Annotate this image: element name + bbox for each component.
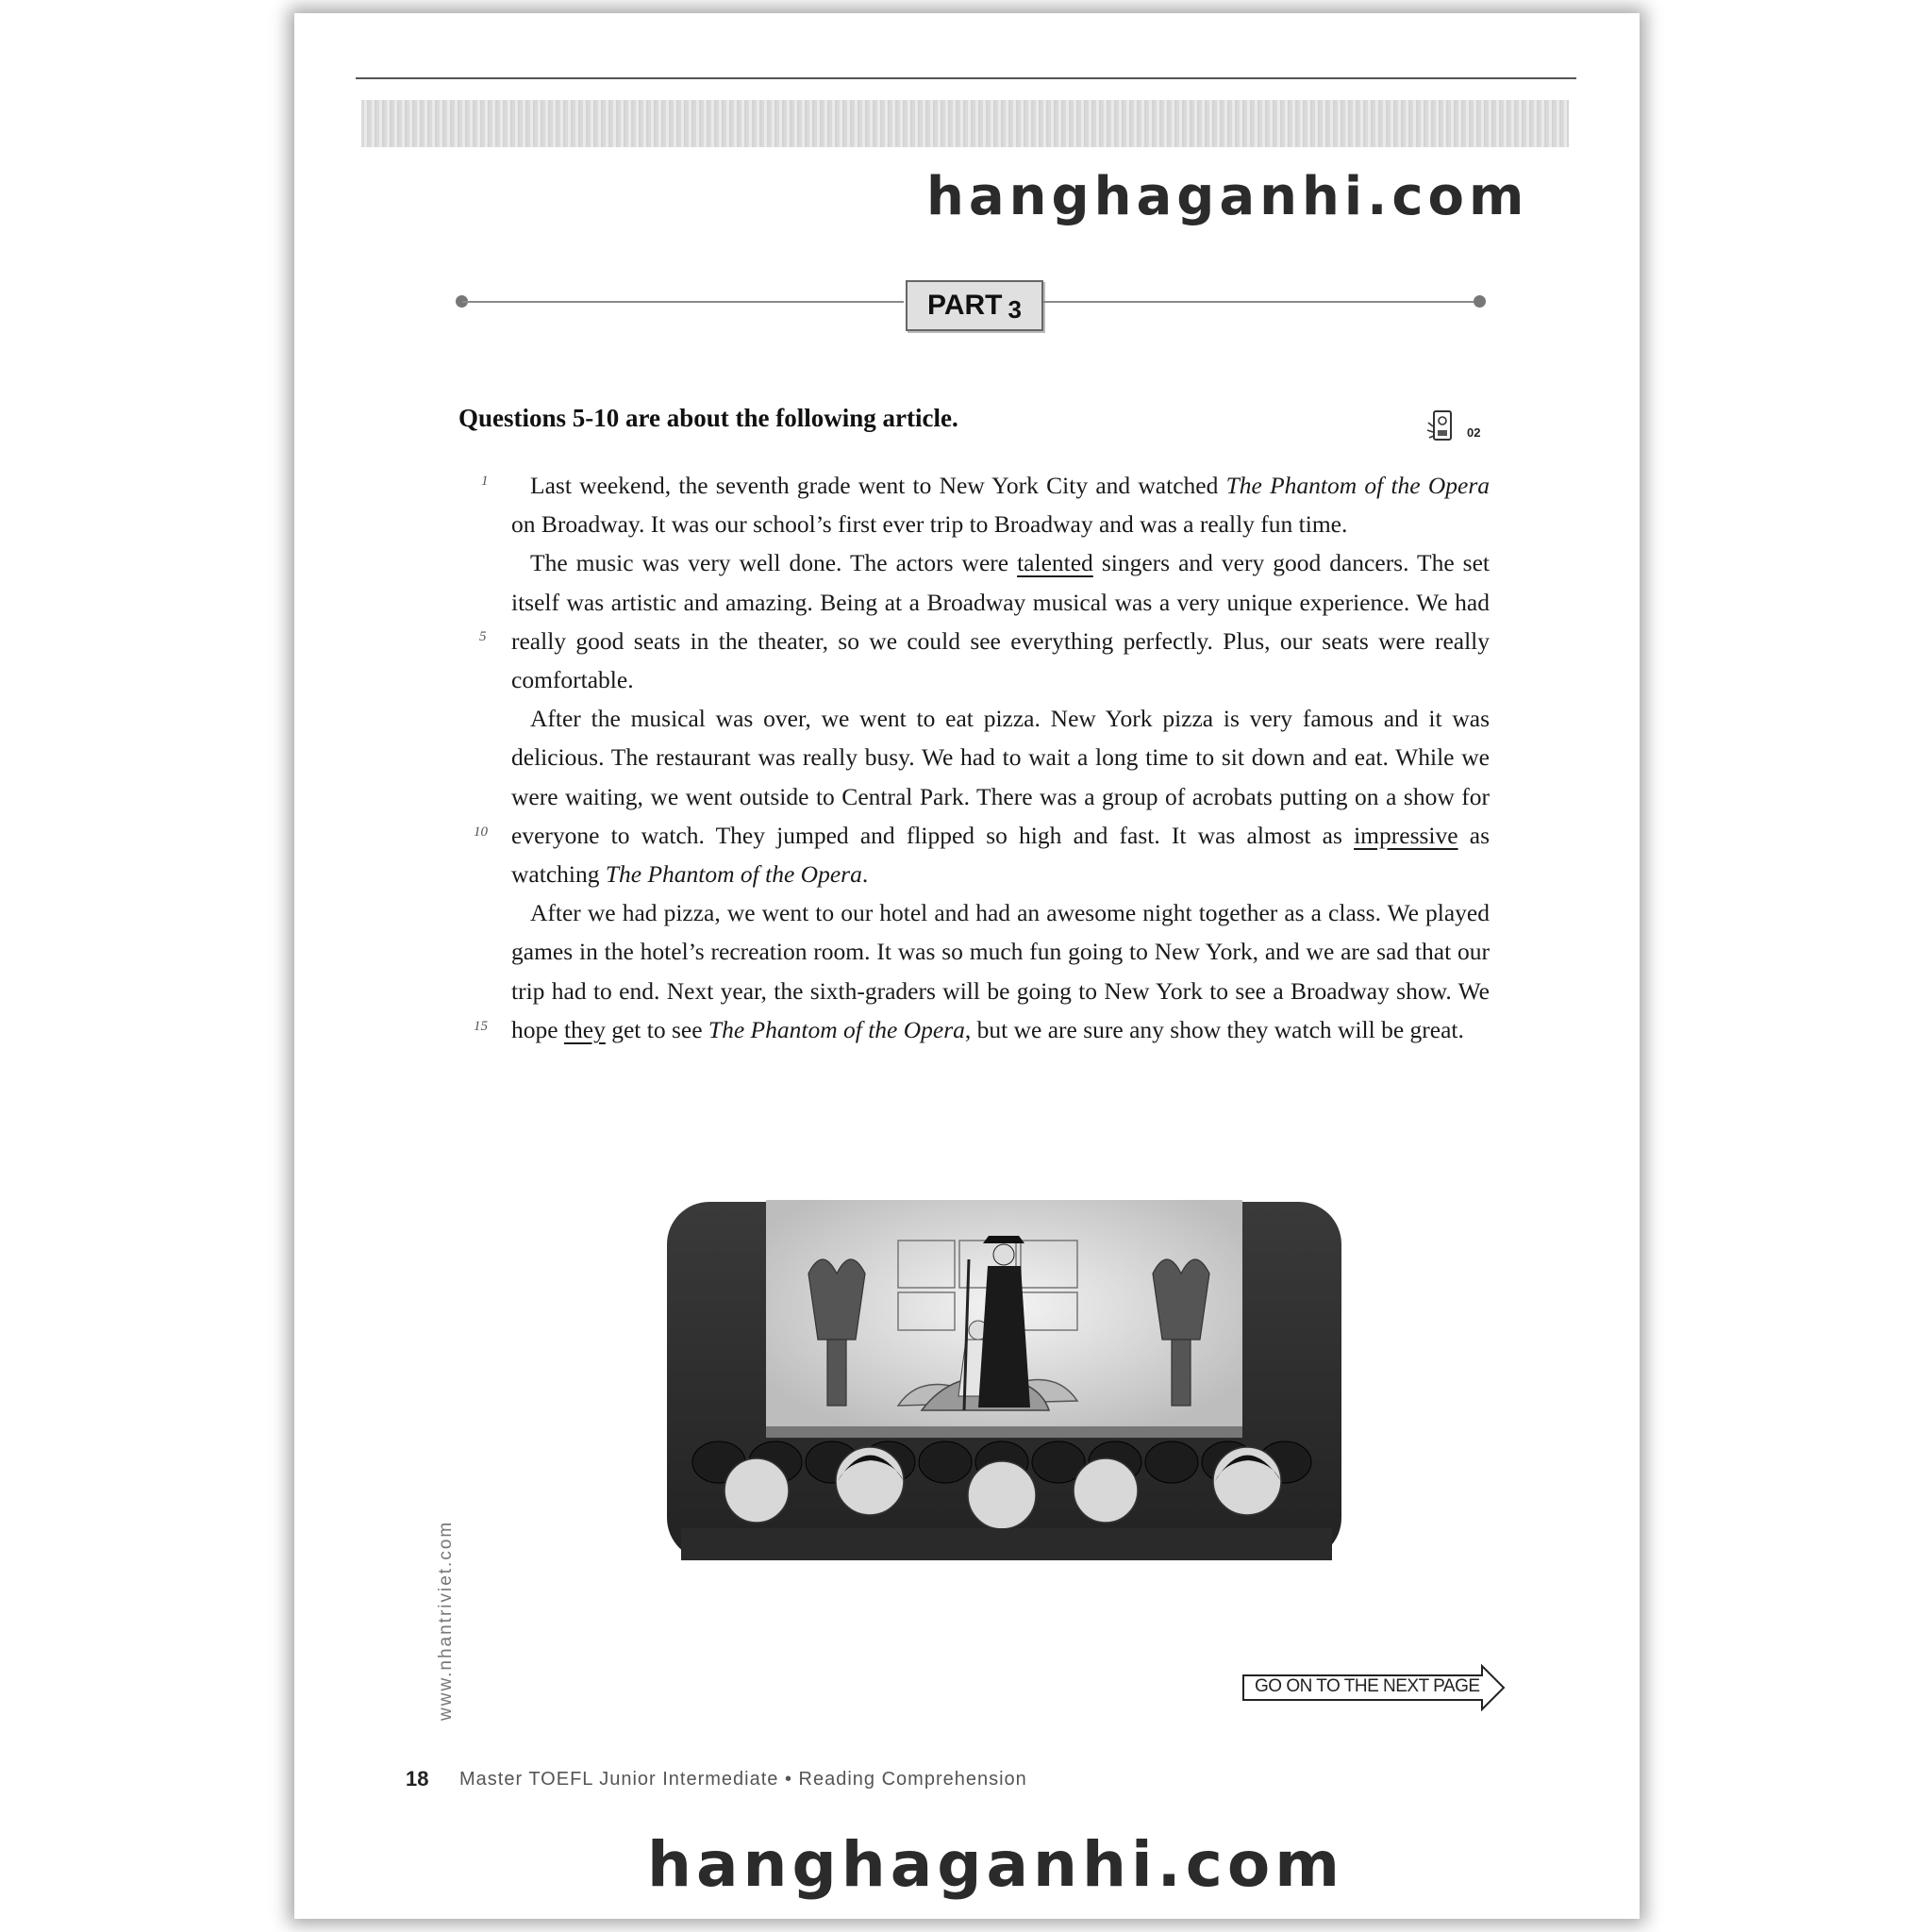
footer-page-number: 18	[406, 1767, 429, 1790]
line-number-5: 5	[479, 629, 487, 644]
part-heading	[906, 280, 1043, 331]
line-number-1: 1	[481, 474, 489, 489]
book-page	[294, 13, 1640, 1919]
top-rule	[356, 77, 1576, 79]
header-band	[361, 100, 1569, 147]
underlined-word-impressive: impressive	[1354, 821, 1458, 849]
part-line-dot-right	[1474, 295, 1486, 308]
article-paragraph-2: The music was very well done. The actors were talented singers and very good dancers. The set itself was artistic and amazing. Being at a Broadway musical was a very unique experience. We had really good seats in the theater, so we could see everything perfectly. Plus, our seats were really comfortable.	[511, 549, 1491, 694]
line-number-15: 15	[474, 1019, 488, 1034]
article-paragraph-4: After we had pizza, we went to our hotel and had an awesome night together as a class. We played games in the hotel’s recreation room. It was so much fun going to New York, and we are sad that our trip had to end. Next year, the sixth-graders will be going to New York to see a Broadway show. We hope they get to see The Phantom of the Opera, but we are sure any show they watch will be great.	[511, 899, 1490, 1043]
cd-audio-icon	[1424, 409, 1455, 447]
underlined-word-talented: talented	[1017, 549, 1093, 577]
underlined-word-they: they	[563, 1015, 606, 1043]
line-number-10: 10	[474, 824, 488, 840]
article-paragraph-1: Last weekend, the seventh grade went to New York City and watched The Phantom of the Opera on Broadway. It was our school’s first ever trip to Broadway and was a really fun time.	[511, 472, 1490, 539]
questions-heading: Questions 5-10 are about the following article.	[458, 404, 958, 432]
article-paragraph-3: After the musical was over, we went to eat pizza. New York pizza is very famous and it was delicious. The restaurant was really busy. We had to wait a long time to sit down and eat. While we were waiting, we went outside to Central Park. There was a group of acrobats putting on a show for everyone to watch. They jumped and flipped so high and fast. It was almost as impressive as watching The Phantom of the Opera.	[511, 705, 1490, 889]
go-next-page-label: GO ON TO THE NEXT PAGE	[1255, 1676, 1480, 1696]
part-number: 3	[1008, 294, 1022, 324]
watermark-top: hanghaganhi.com	[926, 166, 1529, 227]
footer-book-title: Master TOEFL Junior Intermediate • Reading Comprehension	[459, 1769, 1027, 1790]
part-label: PART	[927, 290, 1003, 321]
watermark-bottom: hanghaganhi.com	[647, 1828, 1344, 1901]
theater-illustration	[662, 1179, 1346, 1566]
part-line-left	[462, 301, 904, 303]
article-body	[511, 466, 1490, 1049]
side-website-url: www.nhantriviet.com	[436, 1520, 456, 1721]
audio-track-number: 02	[1467, 425, 1481, 440]
part-line-right	[1043, 301, 1475, 303]
